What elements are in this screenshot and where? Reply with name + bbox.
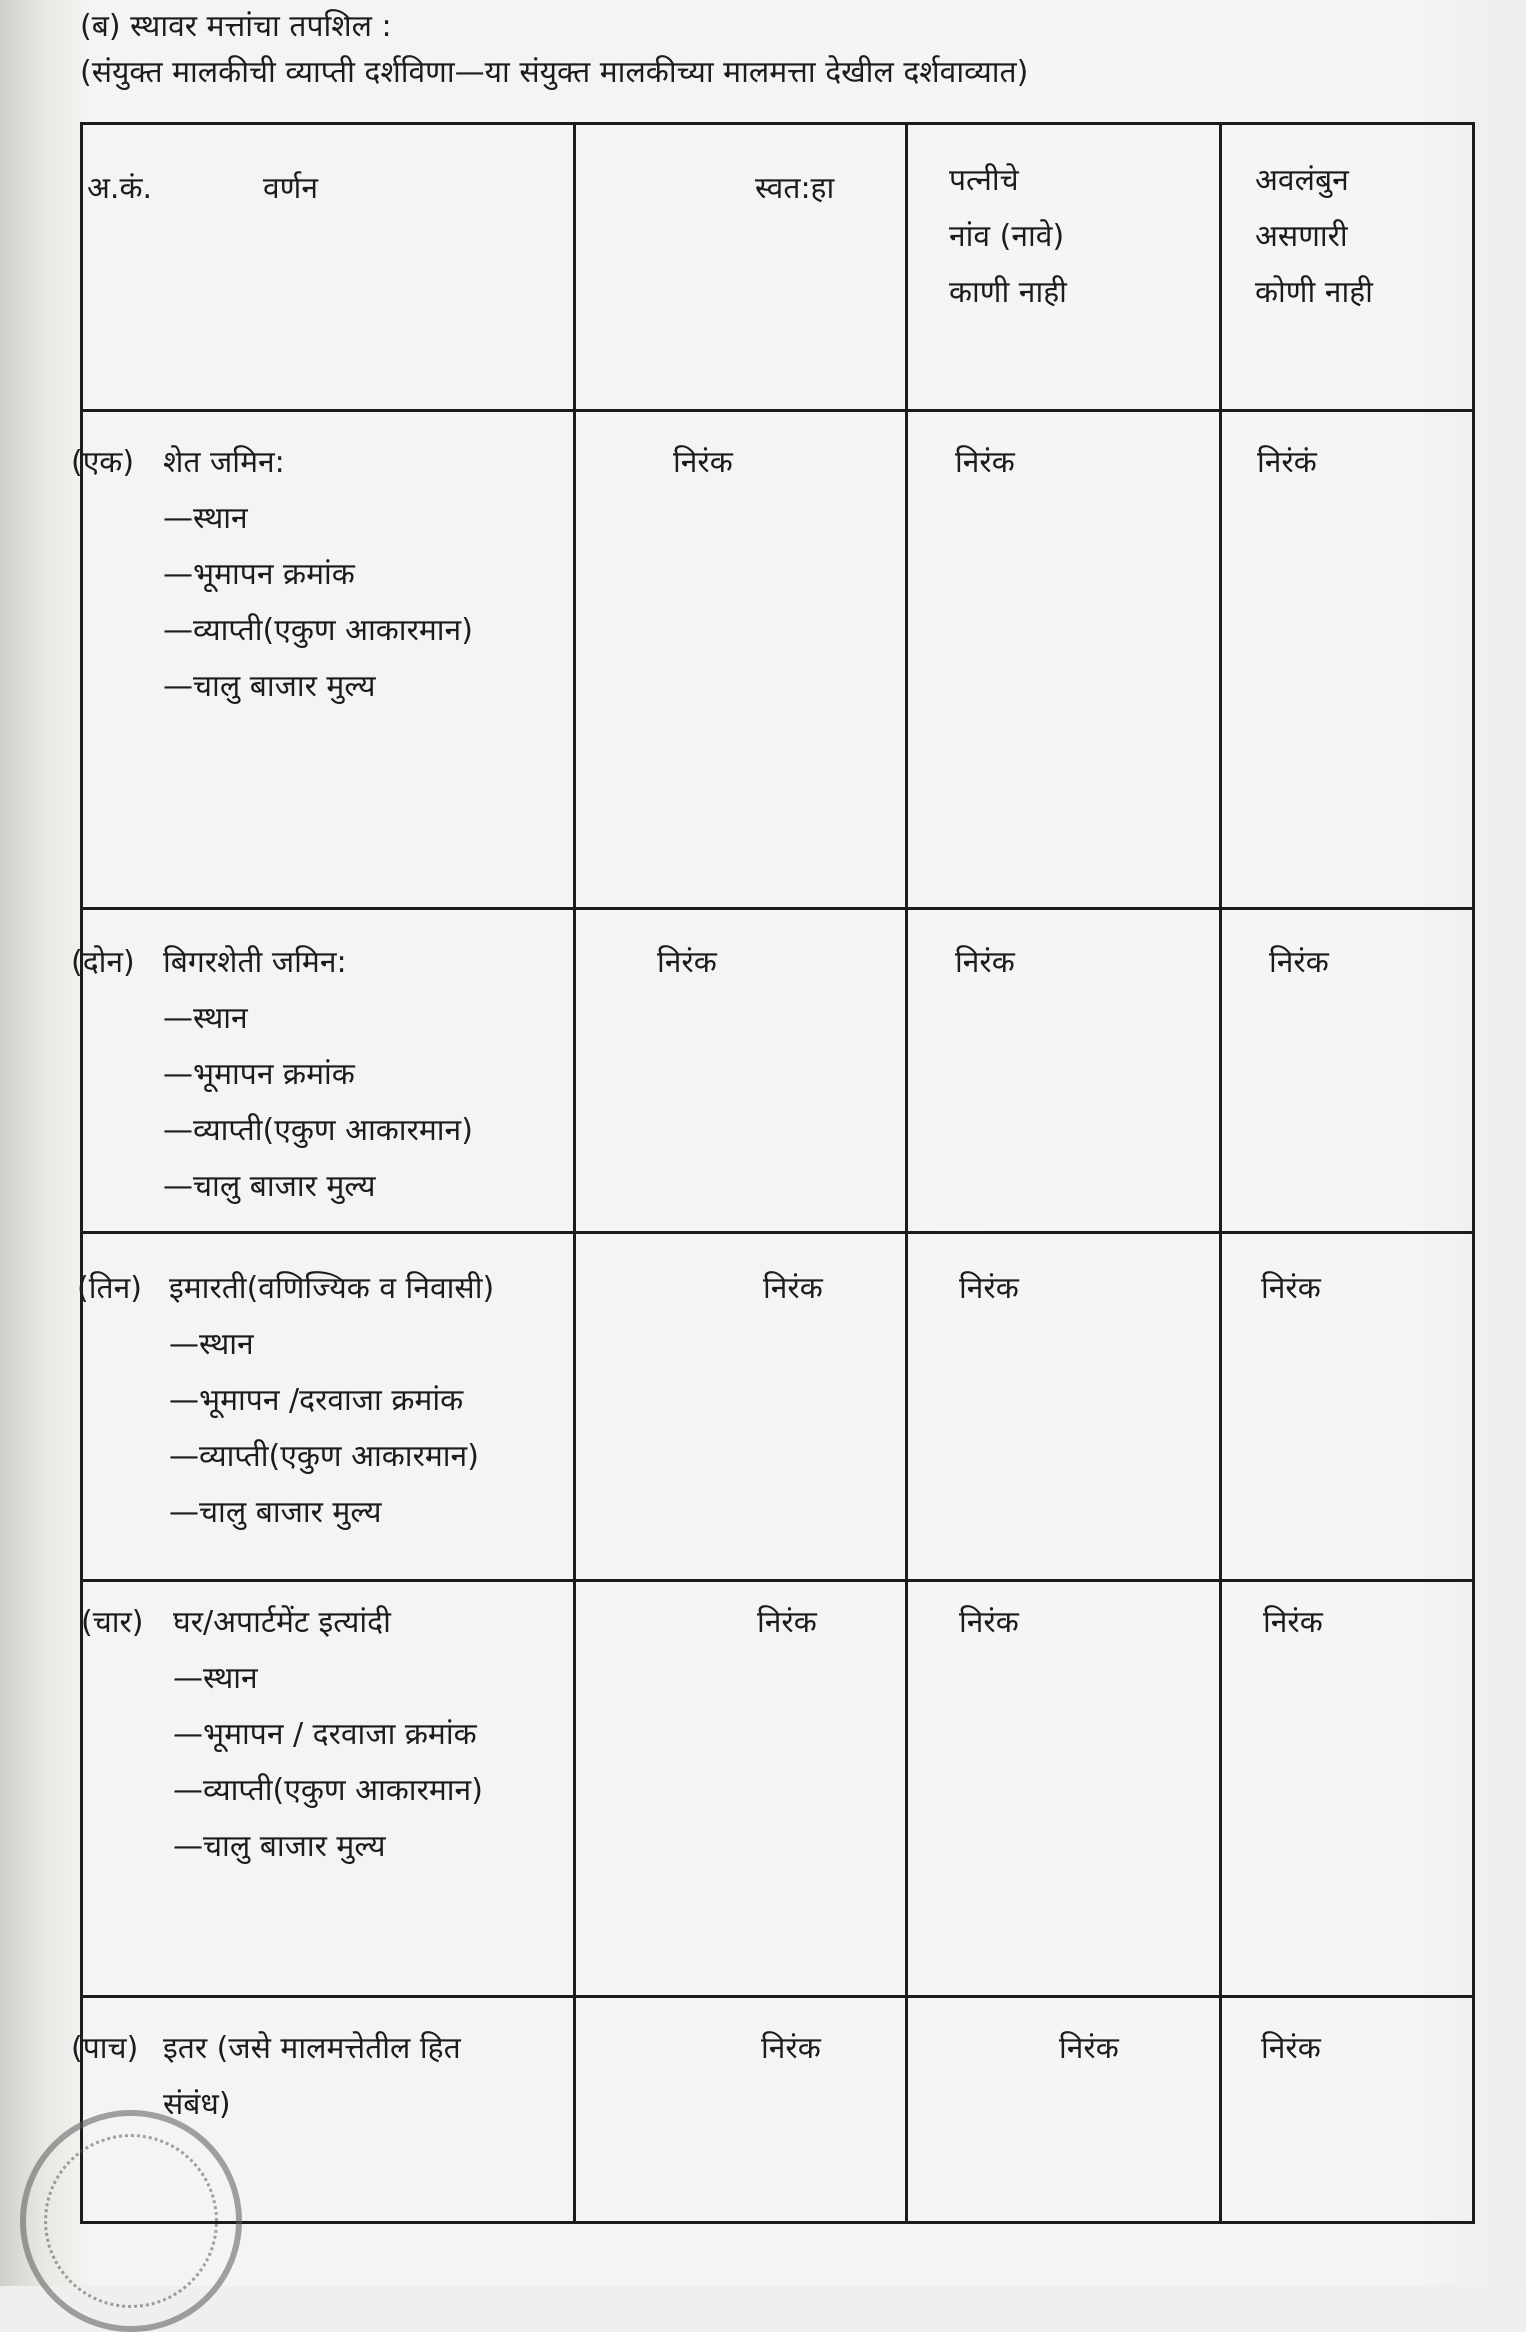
table-row [71, 935, 473, 1215]
row-self-value: निरंक [673, 445, 733, 480]
row-title: शेत जमिन: [163, 445, 285, 480]
row-divider [83, 1995, 1472, 1998]
row-number: (चार) [81, 1605, 144, 1640]
row-self-value: निरंक [657, 945, 717, 980]
table-row [71, 435, 473, 715]
row-detail: —चालु बाजार मुल्य [163, 1169, 376, 1204]
row-spouse-value: निरंक [959, 1605, 1019, 1640]
section-subheading: (संयुक्त मालकीची व्याप्ती दर्शविणा—या संयुक्त मालकीच्या मालमत्ता देखील दर्शवाव्यात) [80, 55, 1029, 90]
row-title: इतर (जसे मालमत्तेतील हित [163, 2031, 461, 2066]
row-dependents-value: निरंक [1269, 945, 1329, 980]
column-divider [573, 125, 576, 2221]
header-dependents [1255, 153, 1373, 321]
row-divider [83, 1231, 1472, 1234]
row-number: (दोन) [71, 945, 135, 980]
row-number: (तिन) [77, 1271, 142, 1306]
header-spouse-line: नांव (नावे) [949, 219, 1065, 254]
row-dependents-value: निरंकं [1257, 445, 1317, 480]
header-spouse [949, 153, 1067, 321]
official-seal-stamp [20, 2110, 242, 2332]
row-divider [83, 409, 1472, 412]
row-spouse-value: निरंक [955, 445, 1015, 480]
header-spouse-line: काणी नाही [949, 275, 1067, 310]
row-dependents-value: निरंक [1263, 1605, 1323, 1640]
row-detail: —स्थान [169, 1327, 254, 1362]
row-title: घर/अपार्टमेंट इत्यांदी [173, 1605, 391, 1640]
header-spouse-line: पत्नीचे [949, 163, 1019, 198]
header-self: स्वत:हा [755, 171, 835, 206]
row-detail: संबंध) [163, 2087, 231, 2122]
row-detail: —भूमापन क्रमांक [163, 557, 355, 592]
row-detail: —स्थान [173, 1661, 258, 1696]
row-detail: —चालु बाजार मुल्य [163, 669, 376, 704]
row-dependents-value: निरंक [1261, 2031, 1321, 2066]
row-detail: —व्याप्ती(एकुण आकारमान) [173, 1773, 483, 1808]
header-dependents-line: अवलंबुन [1255, 163, 1349, 198]
row-spouse-value: निरंक [955, 945, 1015, 980]
row-dependents-value: निरंक [1261, 1271, 1321, 1306]
row-number: (पाच) [71, 2031, 139, 2066]
row-self-value: निरंक [763, 1271, 823, 1306]
header-sr-no: अ.कं. [87, 171, 153, 206]
row-divider [83, 907, 1472, 910]
row-number: (एक) [71, 445, 135, 480]
row-spouse-value: निरंक [1059, 2031, 1119, 2066]
row-detail: —भूमापन क्रमांक [163, 1057, 355, 1092]
column-divider [1219, 125, 1222, 2221]
row-detail: —व्याप्ती(एकुण आकारमान) [169, 1439, 479, 1474]
header-description: वर्णन [263, 171, 319, 206]
row-detail: —व्याप्ती(एकुण आकारमान) [163, 1113, 473, 1148]
row-detail: —व्याप्ती(एकुण आकारमान) [163, 613, 473, 648]
section-heading: (ब) स्थावर मत्तांचा तपशिल : [80, 9, 392, 44]
row-divider [83, 1579, 1472, 1582]
row-detail: —चालु बाजार मुल्य [173, 1829, 386, 1864]
row-detail: —चालु बाजार मुल्य [169, 1495, 382, 1530]
property-table [71, 122, 1475, 2224]
row-title: बिगरशेती जमिन: [163, 945, 347, 980]
row-self-value: निरंक [761, 2031, 821, 2066]
row-detail: —भूमापन /दरवाजा क्रमांक [169, 1383, 464, 1418]
row-spouse-value: निरंक [959, 1271, 1019, 1306]
row-detail: —भूमापन / दरवाजा क्रमांक [173, 1717, 477, 1752]
row-detail: —स्थान [163, 501, 248, 536]
table-row [81, 1595, 483, 1875]
table-row [77, 1261, 494, 1541]
row-self-value: निरंक [757, 1605, 817, 1640]
column-divider [905, 125, 908, 2221]
header-dependents-line: असणारी [1255, 219, 1348, 254]
header-dependents-line: कोणी नाही [1255, 275, 1373, 310]
row-title: इमारती(वणिज्यिक व निवासी) [169, 1271, 495, 1306]
row-detail: —स्थान [163, 1001, 248, 1036]
